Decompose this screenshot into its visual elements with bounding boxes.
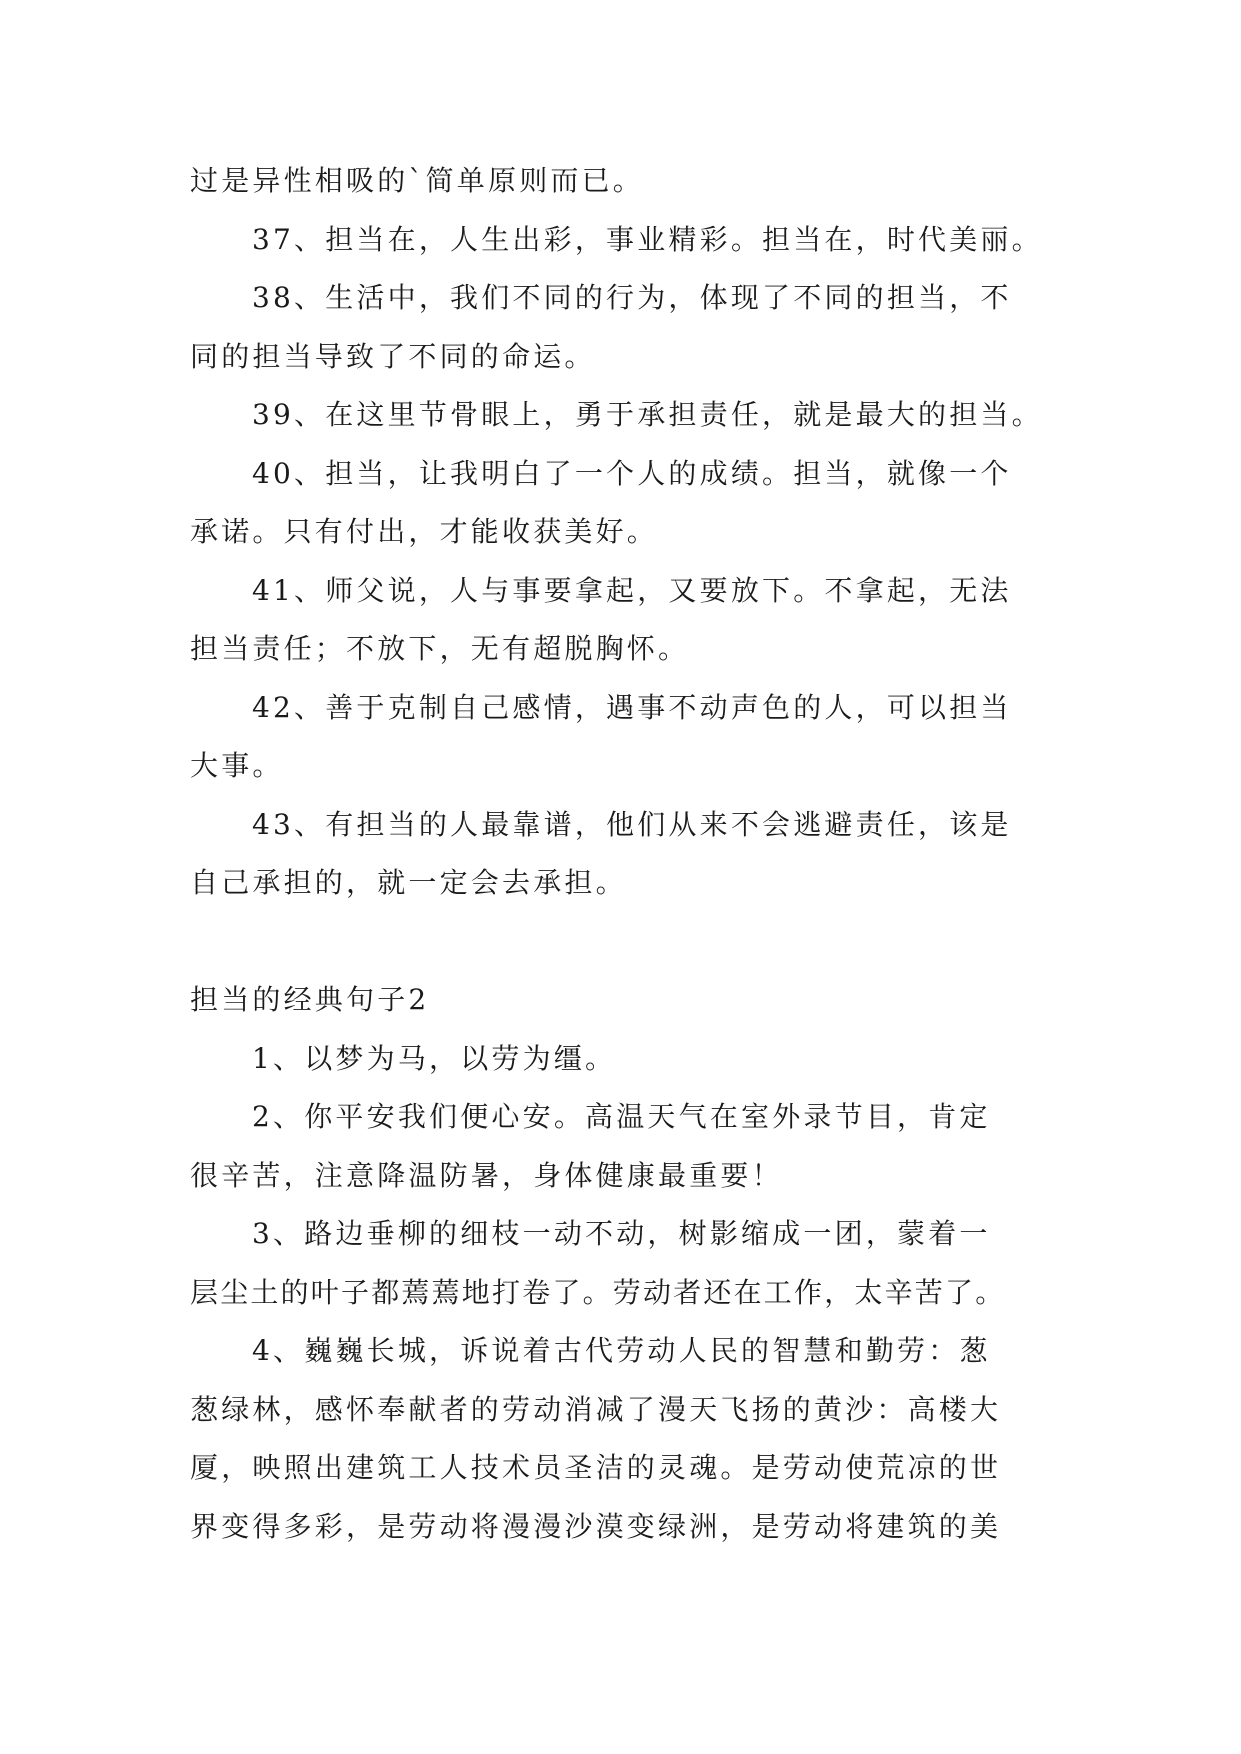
document-body (190, 152, 1050, 1556)
text-line: 界变得多彩，是劳动将漫漫沙漠变绿洲，是劳动将建筑的美 (190, 1509, 1002, 1543)
section-heading: 担当的经典句子2 (190, 983, 430, 1016)
text-line: 2、你平安我们便心安。高温天气在室外录节目，肯定 (252, 1100, 991, 1133)
paragraph-gap (190, 913, 1050, 972)
text-line: 38、生活中，我们不同的行为，体现了不同的担当，不 (252, 281, 1012, 314)
text-line: 大事。 (190, 749, 284, 782)
text-line: 1、以梦为马，以劳为缰。 (252, 1041, 617, 1075)
text-line: 担当责任；不放下，无有超脱胸怀。 (190, 632, 690, 665)
text-line: 41、师父说，人与事要拿起，又要放下。不拿起，无法 (252, 573, 1012, 607)
text-line: 厦，映照出建筑工人技术员圣洁的灵魂。是劳动使荒凉的世 (190, 1451, 1002, 1484)
text-line: 很辛苦，注意降温防暑，身体健康最重要！ (190, 1158, 783, 1192)
text-line: 43、有担当的人最靠谱，他们从来不会逃避责任，该是 (252, 807, 1012, 841)
text-line: 4、巍巍长城，诉说着古代劳动人民的智慧和勤劳：葱 (252, 1334, 991, 1367)
text-line: 同的担当导致了不同的命运。 (190, 339, 596, 373)
text-line: 37、担当在，人生出彩，事业精彩。担当在，时代美丽。 (252, 222, 1043, 256)
text-line: 层尘土的叶子都蔫蔫地打卷了。劳动者还在工作，太辛苦了。 (190, 1275, 1006, 1309)
text-line: 葱绿林，感怀奉献者的劳动消减了漫天飞扬的黄沙：高楼大 (190, 1392, 1002, 1426)
text-line: 承诺。只有付出，才能收获美好。 (190, 515, 659, 548)
text-line: 3、路边垂柳的细枝一动不动，树影缩成一团，蒙着一 (252, 1217, 991, 1250)
text-line: 42、善于克制自己感情，遇事不动声色的人，可以担当 (252, 690, 1012, 724)
text-line: 过是异性相吸的`简单原则而已。 (190, 164, 645, 197)
text-line: 自己承担的，就一定会去承担。 (190, 866, 627, 899)
text-line: 40、担当，让我明白了一个人的成绩。担当，就像一个 (252, 456, 1012, 490)
text-line: 39、在这里节骨眼上，勇于承担责任，就是最大的担当。 (252, 398, 1043, 431)
